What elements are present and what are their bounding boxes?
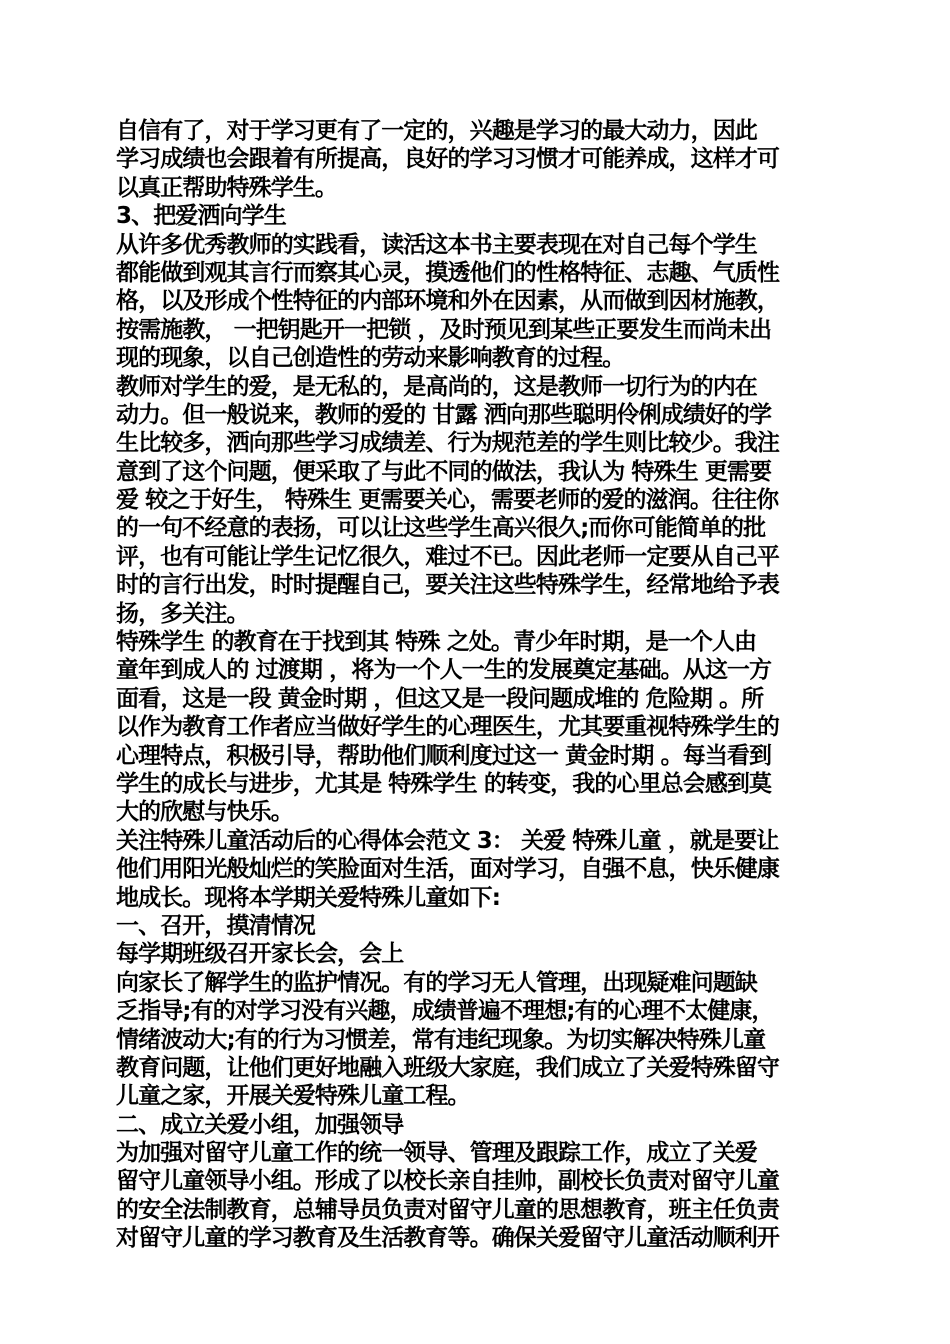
- text-line: 动力。但一般说来，教师的爱的 甘露 洒向那些聪明伶俐成绩好的学: [116, 401, 772, 428]
- text-line: 都能做到观其言行而察其心灵，摸透他们的性格特征、志趣、气质性: [116, 259, 780, 286]
- text-line: 为加强对留守儿童工作的统一领导、管理及跟踪工作，成立了关爱: [116, 1140, 757, 1167]
- text-line: 心理特点，积极引导，帮助他们顺利度过这一 黄金时期 。每当看到: [116, 742, 772, 769]
- text-line: 儿童之家，开展关爱特殊儿童工程。: [116, 1083, 470, 1110]
- text-line: 扬，多关注。: [116, 600, 249, 627]
- text-line: 乏指导;有的对学习没有兴趣，成绩普遍不理想;有的心理不太健康，: [116, 998, 774, 1025]
- text-line: 生比较多，洒向那些学习成绩差、行为规范差的学生则比较少。我注: [116, 430, 780, 457]
- text-line: 从许多优秀教师的实践看，读活这本书主要表现在对自己每个学生: [116, 231, 757, 258]
- text-line: 特殊学生 的教育在于找到其 特殊 之处。青少年时期，是一个人由: [116, 629, 757, 656]
- text-line: 大的欣慰与快乐。: [116, 799, 293, 826]
- text-line: 面看，这是一段 黄金时期 ，但这又是一段问题成堆的 危险期 。所: [116, 685, 764, 712]
- text-line: 评，也有可能让学生记忆很久，难过不已。因此老师一定要从自己平: [116, 543, 780, 570]
- text-line: 3、把爱洒向学生: [116, 203, 286, 230]
- text-line: 向家长了解学生的监护情况。有的学习无人管理，出现疑难问题缺: [116, 969, 757, 996]
- text-line: 时的言行出发，时时提醒自己，要关注这些特殊学生，经常地给予表: [116, 572, 780, 599]
- text-line: 以真正帮助特殊学生。: [116, 174, 338, 201]
- text-line: 格，以及形成个性特征的内部环境和外在因素，从而做到因材施教，: [116, 288, 780, 315]
- text-line: 留守儿童领导小组。形成了以校长亲自挂帅，副校长负责对留守儿童: [116, 1168, 780, 1195]
- text-line: 每学期班级召开家长会，会上: [116, 941, 404, 968]
- text-line: 学生的成长与进步，尤其是 特殊学生 的转变，我的心里总会感到莫: [116, 770, 772, 797]
- text-line: 现的现象，以自己创造性的劳动来影响教育的过程。: [116, 345, 625, 372]
- text-line: 对留守儿童的学习教育及生活教育等。确保关爱留守儿童活动顺利开: [116, 1225, 780, 1252]
- text-line: 自信有了，对于学习更有了一定的，兴趣是学习的最大动力，因此: [116, 118, 757, 144]
- text-line: 情绪波动大;有的行为习惯差，常有违纪现象。为切实解决特殊儿童: [116, 1026, 766, 1053]
- document-body: [116, 117, 840, 1253]
- text-line: 童年到成人的 过渡期 ，将为一个人一生的发展奠定基础。从这一方: [116, 657, 772, 684]
- text-line: 教育问题，让他们更好地融入班级大家庭，我们成立了关爱特殊留守: [116, 1054, 780, 1081]
- text-line: 的安全法制教育，总辅导员负责对留守儿童的思想教育，班主任负责: [116, 1196, 780, 1223]
- text-line: 学习成绩也会跟着有所提高，良好的学习习惯才可能养成，这样才可: [116, 146, 780, 173]
- text-line: 以作为教育工作者应当做好学生的心理医生，尤其要重视特殊学生的: [116, 714, 780, 741]
- text-line: 教师对学生的爱，是无私的，是高尚的，这是教师一切行为的内在: [116, 373, 757, 400]
- text-line: 他们用阳光般灿烂的笑脸面对生活，面对学习，自强不息，快乐健康: [116, 856, 780, 883]
- text-line: 地成长。现将本学期关爱特殊儿童如下:: [116, 884, 500, 911]
- text-line: 意到了这个问题，便采取了与此不同的做法，我认为 特殊生 更需要: [116, 458, 772, 485]
- text-line: 关注特殊儿童活动后的心得体会范文 3： 关爱 特殊儿童 ，就是要让: [116, 827, 779, 854]
- text-line: 爱 较之于好生， 特殊生 更需要关心，需要老师的爱的滋润。往往你: [116, 487, 779, 514]
- text-line: 二、成立关爱小组，加强领导: [116, 1111, 404, 1138]
- text-line: 一、召开，摸清情况: [116, 912, 315, 939]
- text-line: 按需施教， 一把钥匙开一把锁 ，及时预见到某些正要发生而尚未出: [116, 316, 772, 343]
- text-line: 的一句不经意的表扬，可以让这些学生高兴很久;而你可能简单的批: [116, 515, 766, 542]
